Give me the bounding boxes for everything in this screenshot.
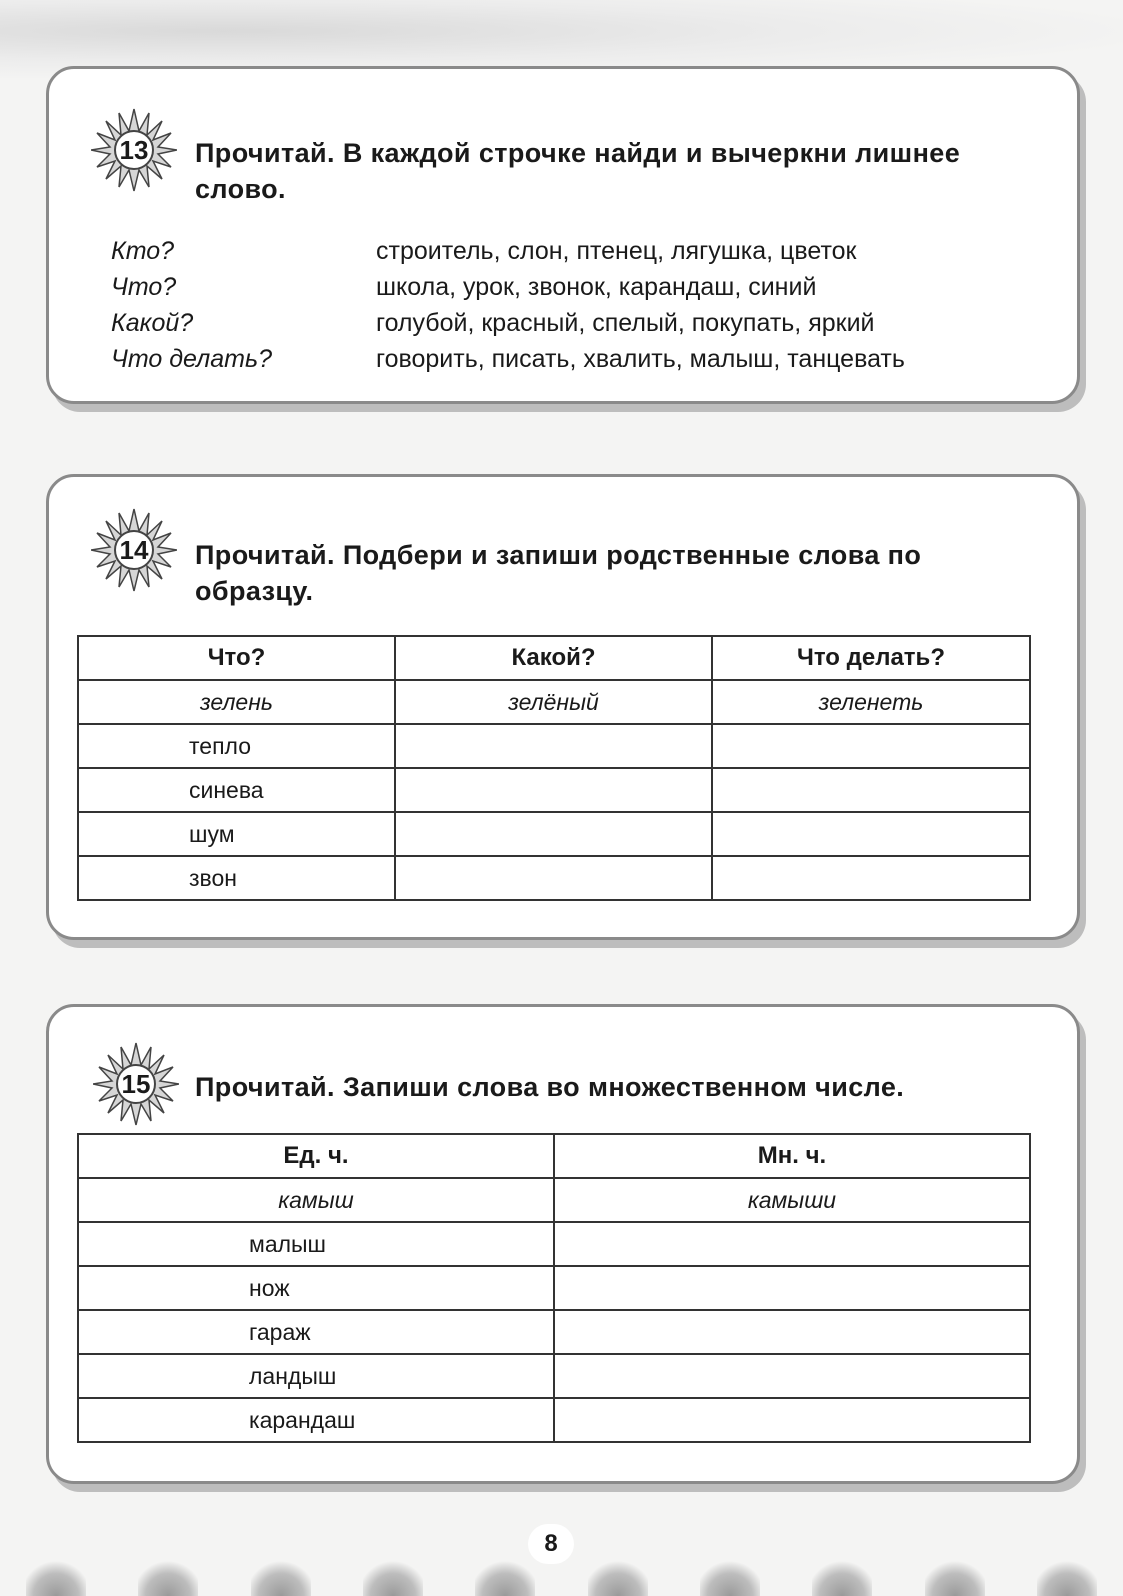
task-13-title-line1: Прочитай. В каждой строчке найди и вычеркни лишнее: [195, 138, 961, 168]
question-label: Что делать?: [111, 345, 272, 373]
sample-cell: камыши: [554, 1178, 1030, 1222]
table-row: [78, 1310, 1030, 1354]
task-15-table: [77, 1133, 1031, 1443]
table-row: [78, 1222, 1030, 1266]
task-14-number: 14: [119, 534, 149, 565]
task-14-title-line1: Прочитай. Подбери и запиши родственные слова по: [195, 540, 922, 570]
question-label: Какой?: [111, 309, 194, 337]
task-14-badge: [91, 507, 177, 593]
column-header: Какой?: [395, 636, 712, 680]
answer-cell[interactable]: [712, 724, 1030, 768]
table-row: [78, 856, 1030, 900]
leaf-icon: [700, 1556, 760, 1596]
task-15-number: 15: [121, 1068, 151, 1099]
question-row: [111, 345, 905, 381]
column-header: Ед. ч.: [78, 1134, 554, 1178]
sample-row: [78, 680, 1030, 724]
table-row: [78, 768, 1030, 812]
question-row: [111, 273, 816, 309]
task-15-badge: [93, 1041, 179, 1127]
word-cell: звон: [78, 856, 395, 900]
task-14-card: [46, 474, 1080, 940]
word-list: школа, урок, звонок, карандаш, синий: [376, 273, 817, 301]
word-cell: ландыш: [78, 1354, 554, 1398]
question-row: [111, 237, 856, 273]
column-header: Что делать?: [712, 636, 1030, 680]
question-row: [111, 309, 875, 345]
answer-cell[interactable]: [395, 856, 712, 900]
column-header: Мн. ч.: [554, 1134, 1030, 1178]
task-13-badge: [91, 107, 177, 193]
task-13-number: 13: [119, 134, 149, 165]
task-13-title-line2: слово.: [195, 174, 286, 204]
word-cell: тепло: [78, 724, 395, 768]
word-cell: шум: [78, 812, 395, 856]
answer-cell[interactable]: [712, 768, 1030, 812]
answer-cell[interactable]: [712, 812, 1030, 856]
word-list: строитель, слон, птенец, лягушка, цветок: [376, 237, 857, 265]
word-cell: синева: [78, 768, 395, 812]
table-row: [78, 812, 1030, 856]
task-13-title: [195, 135, 960, 207]
word-list: говорить, писать, хвалить, малыш, танцевать: [376, 345, 905, 373]
task-14-title: [195, 537, 921, 609]
answer-cell[interactable]: [554, 1354, 1030, 1398]
leaf-icon: [138, 1556, 198, 1596]
answer-cell[interactable]: [395, 812, 712, 856]
answer-cell[interactable]: [554, 1222, 1030, 1266]
leaf-icon: [1037, 1556, 1097, 1596]
sample-cell: зелёный: [395, 680, 712, 724]
leaf-icon: [812, 1556, 872, 1596]
answer-cell[interactable]: [395, 724, 712, 768]
sample-cell: камыш: [78, 1178, 554, 1222]
answer-cell[interactable]: [712, 856, 1030, 900]
leaf-icon: [588, 1556, 648, 1596]
leaf-icon: [925, 1556, 985, 1596]
task-14-table: [77, 635, 1031, 901]
sample-cell: зелень: [78, 680, 395, 724]
task-15-card: [46, 1004, 1080, 1484]
question-label: Что?: [111, 273, 177, 301]
page-number: 8: [528, 1524, 574, 1564]
sample-cell: зеленеть: [712, 680, 1030, 724]
leaf-icon: [26, 1556, 86, 1596]
sample-row: [78, 1178, 1030, 1222]
task-13-card: [46, 66, 1080, 404]
leaf-icon: [363, 1556, 423, 1596]
word-cell: карандаш: [78, 1398, 554, 1442]
leaf-icon: [475, 1556, 535, 1596]
table-row: [78, 724, 1030, 768]
column-header: Что?: [78, 636, 395, 680]
word-cell: гараж: [78, 1310, 554, 1354]
word-cell: нож: [78, 1266, 554, 1310]
answer-cell[interactable]: [554, 1398, 1030, 1442]
table-row: [78, 1266, 1030, 1310]
table-header-row: [78, 1134, 1030, 1178]
question-label: Кто?: [111, 237, 175, 265]
leaf-icon: [251, 1556, 311, 1596]
answer-cell[interactable]: [554, 1310, 1030, 1354]
task-14-title-line2: образцу.: [195, 576, 314, 606]
table-row: [78, 1354, 1030, 1398]
task-15-title: Прочитай. Запиши слова во множественном числе.: [195, 1072, 905, 1102]
word-cell: малыш: [78, 1222, 554, 1266]
answer-cell[interactable]: [554, 1266, 1030, 1310]
word-list: голубой, красный, спелый, покупать, яркий: [376, 309, 875, 337]
answer-cell[interactable]: [395, 768, 712, 812]
table-header-row: [78, 636, 1030, 680]
table-row: [78, 1398, 1030, 1442]
